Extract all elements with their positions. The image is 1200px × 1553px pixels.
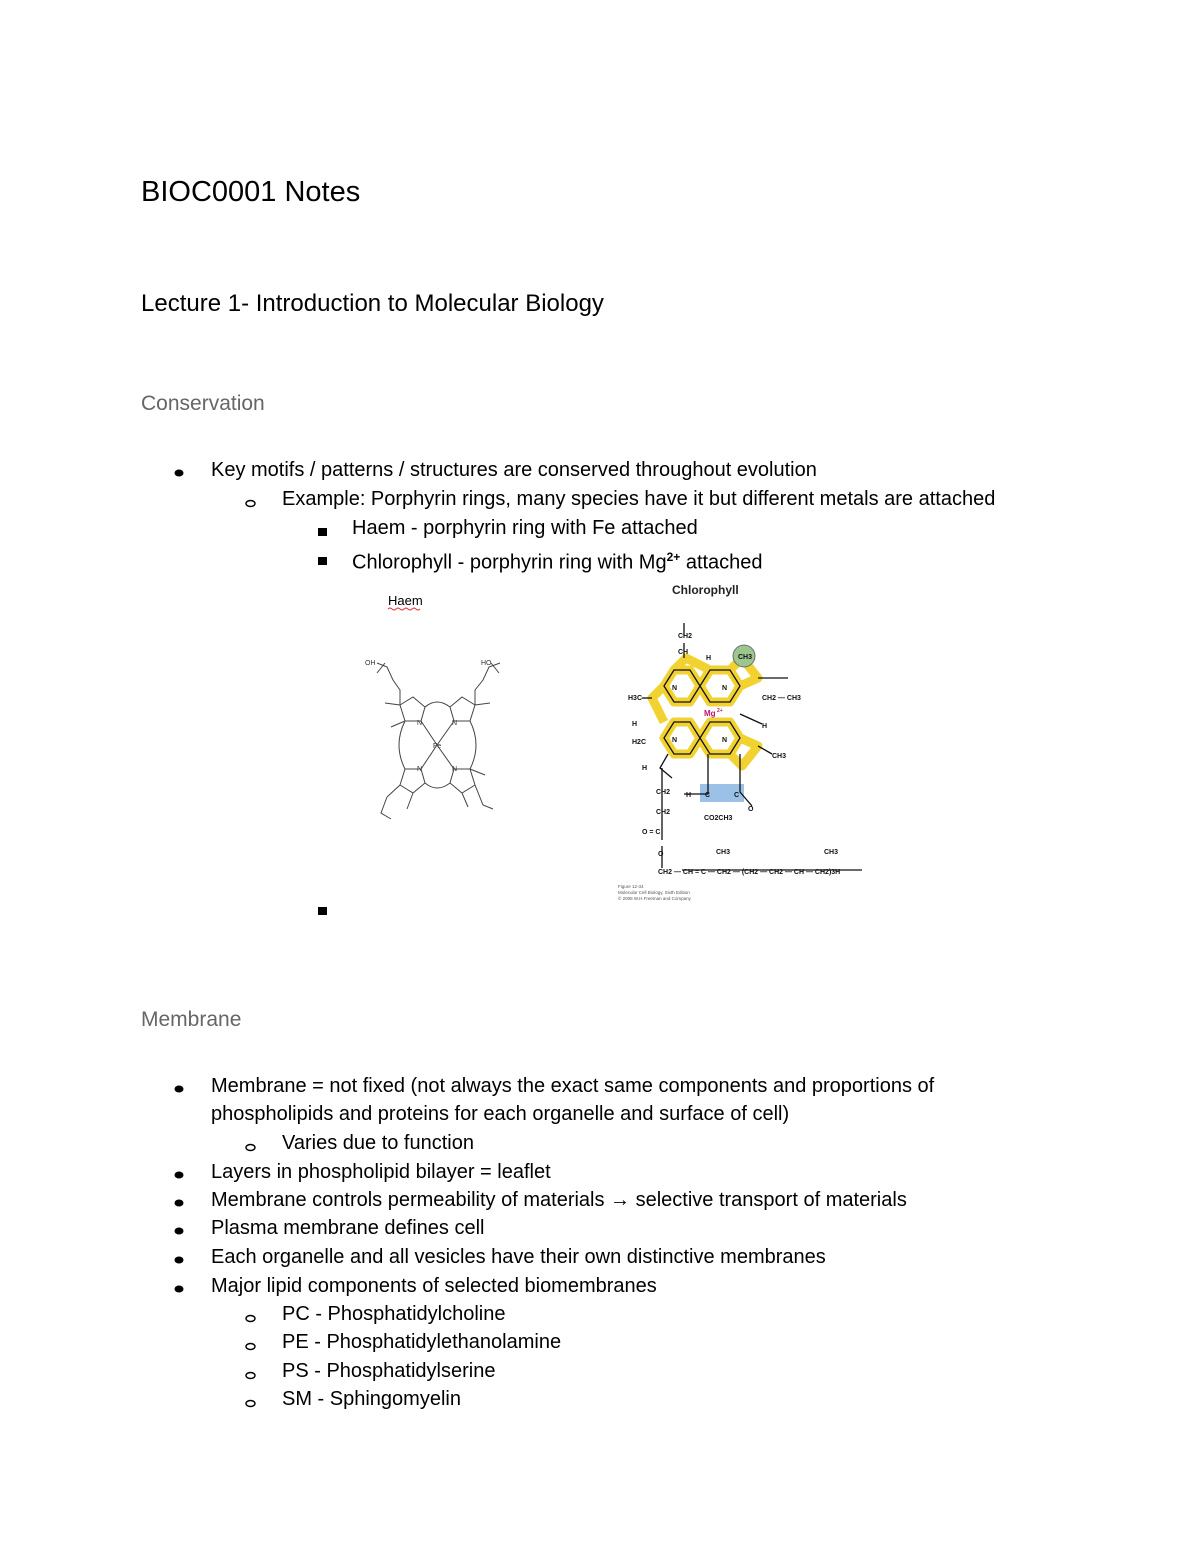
svg-text:N: N	[452, 720, 458, 727]
svg-text:N: N	[417, 720, 423, 727]
svg-text:OH: OH	[365, 660, 376, 667]
bullet-circle	[245, 1367, 256, 1376]
list-item: Membrane controls permeability of materials → selective transport of materials	[211, 1189, 907, 1211]
lipid-item: SM - Sphingomyelin	[282, 1388, 461, 1410]
bullet-disc	[174, 1223, 184, 1233]
bullet-disc	[174, 1167, 184, 1177]
svg-text:CH: CH	[678, 649, 689, 656]
document-title: BIOC0001 Notes	[141, 176, 361, 208]
svg-text:C: C	[734, 792, 740, 799]
bullet-circle	[245, 1139, 256, 1148]
svg-text:N: N	[722, 737, 728, 744]
lecture-heading: Lecture 1- Introduction to Molecular Biology	[141, 290, 604, 317]
bullet-square	[318, 524, 327, 533]
bullet-square	[318, 553, 327, 562]
bullet-disc	[174, 1195, 184, 1205]
list-item: Layers in phospholipid bilayer = leaflet	[211, 1161, 551, 1183]
svg-text:H3C: H3C	[628, 695, 643, 702]
list-item: Key motifs / patterns / structures are conserved throughout evolution	[211, 459, 817, 481]
svg-text:2+: 2+	[717, 708, 723, 714]
bullet-disc	[174, 1081, 184, 1091]
list-item: Haem - porphyrin ring with Fe attached	[352, 517, 698, 539]
svg-text:N: N	[417, 766, 423, 773]
svg-text:N: N	[672, 737, 678, 744]
svg-text:H2C: H2C	[632, 739, 647, 746]
bullet-circle	[245, 495, 256, 504]
svg-text:O: O	[658, 851, 664, 858]
bullet-circle	[245, 1395, 256, 1404]
list-item: Major lipid components of selected biomembranes	[211, 1275, 657, 1297]
svg-text:N: N	[722, 685, 728, 692]
svg-text:Molecular Cell Biology, Sixth: Molecular Cell Biology, Sixth Edition	[618, 890, 690, 895]
svg-text:© 2008 W.H.Freeman and Company: © 2008 W.H.Freeman and Company	[618, 896, 691, 901]
svg-text:CH2: CH2	[656, 789, 671, 796]
list-item: Plasma membrane defines cell	[211, 1217, 485, 1239]
list-item: Example: Porphyrin rings, many species have it but different metals are attached	[282, 488, 996, 510]
bullet-disc	[174, 1281, 184, 1291]
list-item-continuation: phospholipids and proteins for each organelle and surface of cell)	[211, 1103, 790, 1125]
list-item: Varies due to function	[282, 1132, 474, 1154]
chlorophyll-structure-figure	[612, 578, 887, 906]
svg-text:CO2CH3: CO2CH3	[704, 815, 733, 822]
svg-text:H: H	[706, 655, 712, 662]
chlorophyll-label: Chlorophyll	[672, 583, 739, 597]
svg-text:CH2: CH2	[656, 809, 671, 816]
bullet-circle	[245, 1310, 256, 1319]
svg-text:O = C: O = C	[642, 829, 661, 836]
svg-text:Mg: Mg	[704, 709, 716, 718]
svg-text:CH2 — CH = C — CH2 — (CH2 — CH: CH2 — CH = C — CH2 — (CH2 — CH2 — CH — CH2)3H	[658, 869, 841, 876]
section-heading-conservation: Conservation	[141, 392, 265, 415]
svg-text:N: N	[452, 766, 458, 773]
svg-text:CH2 — CH3: CH2 — CH3	[762, 695, 801, 702]
svg-text:C: C	[705, 792, 711, 799]
svg-text:H: H	[762, 723, 768, 730]
haem-structure-figure	[355, 585, 530, 830]
svg-text:CH3: CH3	[824, 849, 839, 856]
svg-text:O: O	[748, 806, 754, 813]
bullet-circle	[245, 1338, 256, 1347]
svg-text:H: H	[632, 721, 638, 728]
list-item: Each organelle and all vesicles have their own distinctive membranes	[211, 1246, 826, 1268]
svg-text:H: H	[642, 765, 648, 772]
svg-text:CH3: CH3	[772, 753, 787, 760]
svg-text:N: N	[672, 685, 678, 692]
svg-text:CH3: CH3	[738, 654, 753, 661]
bullet-disc	[174, 465, 184, 475]
bullet-disc	[174, 1252, 184, 1262]
list-item: Membrane = not fixed (not always the exact same components and proportions of	[211, 1075, 935, 1097]
svg-text:HO: HO	[481, 660, 492, 667]
svg-text:Fe: Fe	[433, 743, 442, 750]
lipid-item: PC - Phosphatidylcholine	[282, 1303, 506, 1325]
svg-text:H: H	[686, 792, 692, 799]
list-item: Chlorophyll - porphyrin ring with $Mg^{2+}$ attached	[352, 550, 763, 574]
haem-label: Haem	[388, 593, 423, 608]
svg-text:Figure 12-34: Figure 12-34	[618, 884, 644, 889]
bullet-square	[318, 903, 327, 912]
svg-text:CH3: CH3	[716, 849, 731, 856]
lipid-item: PS - Phosphatidylserine	[282, 1360, 496, 1382]
section-heading-membrane: Membrane	[141, 1008, 242, 1031]
svg-text:CH2: CH2	[678, 633, 693, 640]
lipid-item: PE - Phosphatidylethanolamine	[282, 1331, 562, 1353]
